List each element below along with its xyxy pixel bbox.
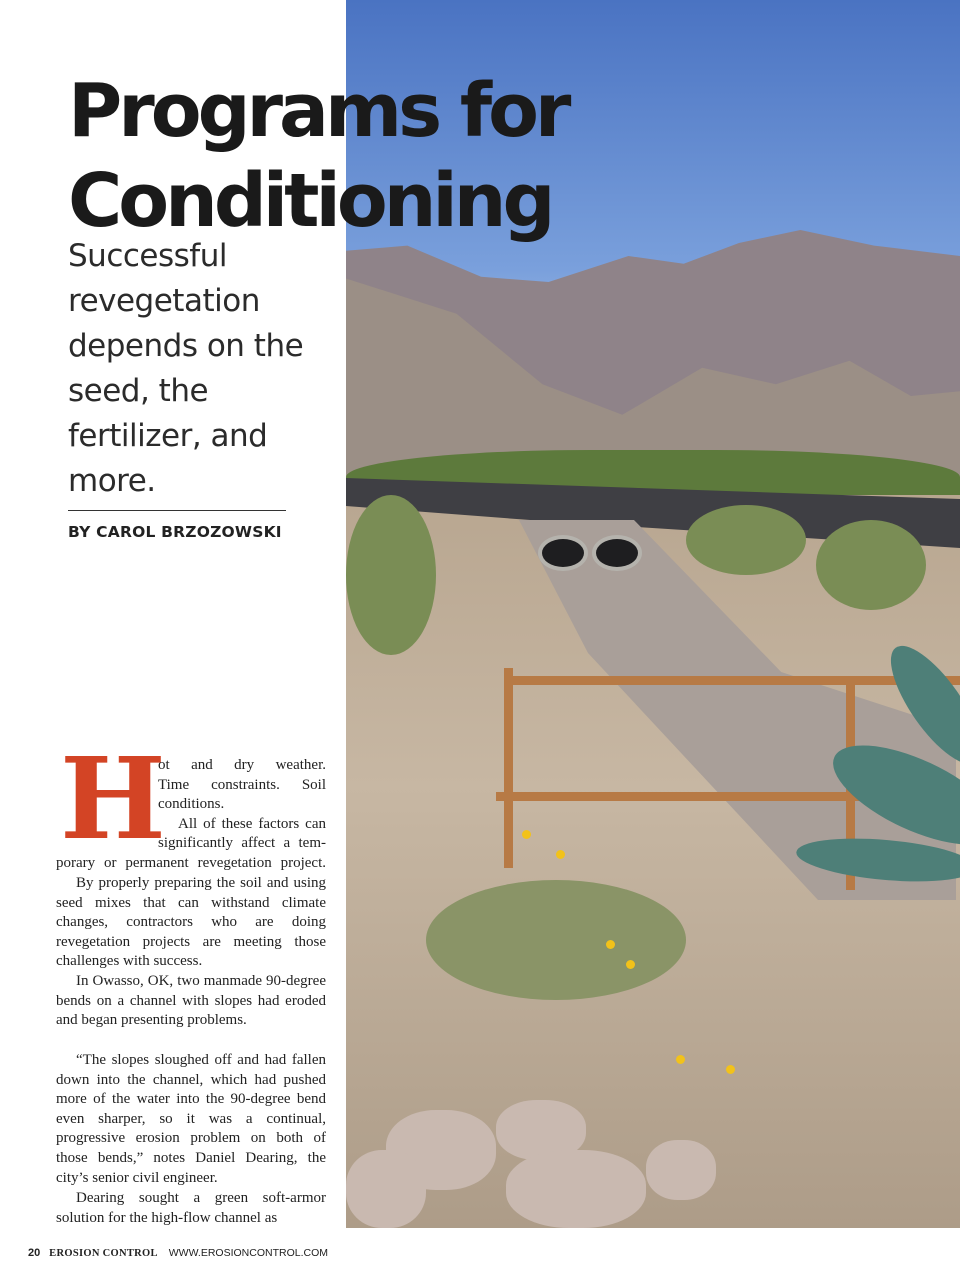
desert-shrub (346, 495, 436, 655)
yellow-flower (556, 850, 565, 859)
boulder (346, 1150, 426, 1228)
paragraph-1-full (56, 854, 326, 874)
desert-shrub (686, 505, 806, 575)
yellow-flower (726, 1065, 735, 1074)
boulder (506, 1150, 646, 1228)
paragraph-4: “The slopes sloughed off and had fallen down into the channel, which had pushed more of the water into the 90-degree bend even sharper, so it was a continual, progressive erosion problem on both of those bends,” notes Daniel Dearing, the city’s senior civil engineer. (56, 1052, 326, 1186)
paragraph-1-line: conditions. (158, 796, 225, 813)
desert-shrub (816, 520, 926, 610)
boulder (646, 1140, 716, 1200)
article-title (68, 66, 567, 246)
paragraph-1-line: Time constraints. Soil (158, 776, 326, 793)
page-number: 20 (28, 1247, 41, 1259)
yellow-flower (676, 1055, 685, 1064)
paragraph-1-line: All of these factors can (178, 815, 326, 832)
paragraph-1-line: porary or permanent revegetation project. (56, 855, 326, 871)
paragraph-1-line: significantly affect a tem- (158, 835, 326, 852)
byline-divider (68, 510, 286, 511)
railing-post (504, 668, 513, 868)
author-byline: BY CAROL BRZOZOWSKI (68, 523, 282, 541)
page-footer (28, 1247, 328, 1259)
paragraph-1-line: ot and dry weather. (158, 757, 326, 773)
paragraph-3: In Owasso, OK, two manmade 90-degree bends on a channel with slopes had eroded and began presenting problems. (56, 973, 326, 1029)
article-title-line-1: Programs for (68, 68, 568, 154)
magazine-url: WWW.EROSIONCONTROL.COM (168, 1247, 328, 1259)
culvert-pipe (538, 535, 588, 571)
paragraph-2: By properly preparing the soil and using seed mixes that can withstand climate changes, contractors who are doing revegetation projects are meeting those challenges with success. (56, 875, 326, 970)
yellow-flower (606, 940, 615, 949)
culvert-pipe (592, 535, 642, 571)
drop-cap: H (60, 734, 166, 865)
yellow-flower (522, 830, 531, 839)
article-subtitle: Successful revegetation depends on the seed, the fertilizer, and more. (68, 238, 304, 499)
wildflower-patch (426, 880, 686, 1000)
magazine-name: EROSION CONTROL (49, 1248, 158, 1259)
yellow-flower (626, 960, 635, 969)
article-title-line-2: Conditioning (68, 158, 552, 244)
paragraph-5: Dearing sought a green soft-armor solution for the high-flow channel as (56, 1190, 326, 1226)
railing-top-bar (504, 676, 960, 685)
paragraph-1-wrapped (158, 756, 326, 854)
